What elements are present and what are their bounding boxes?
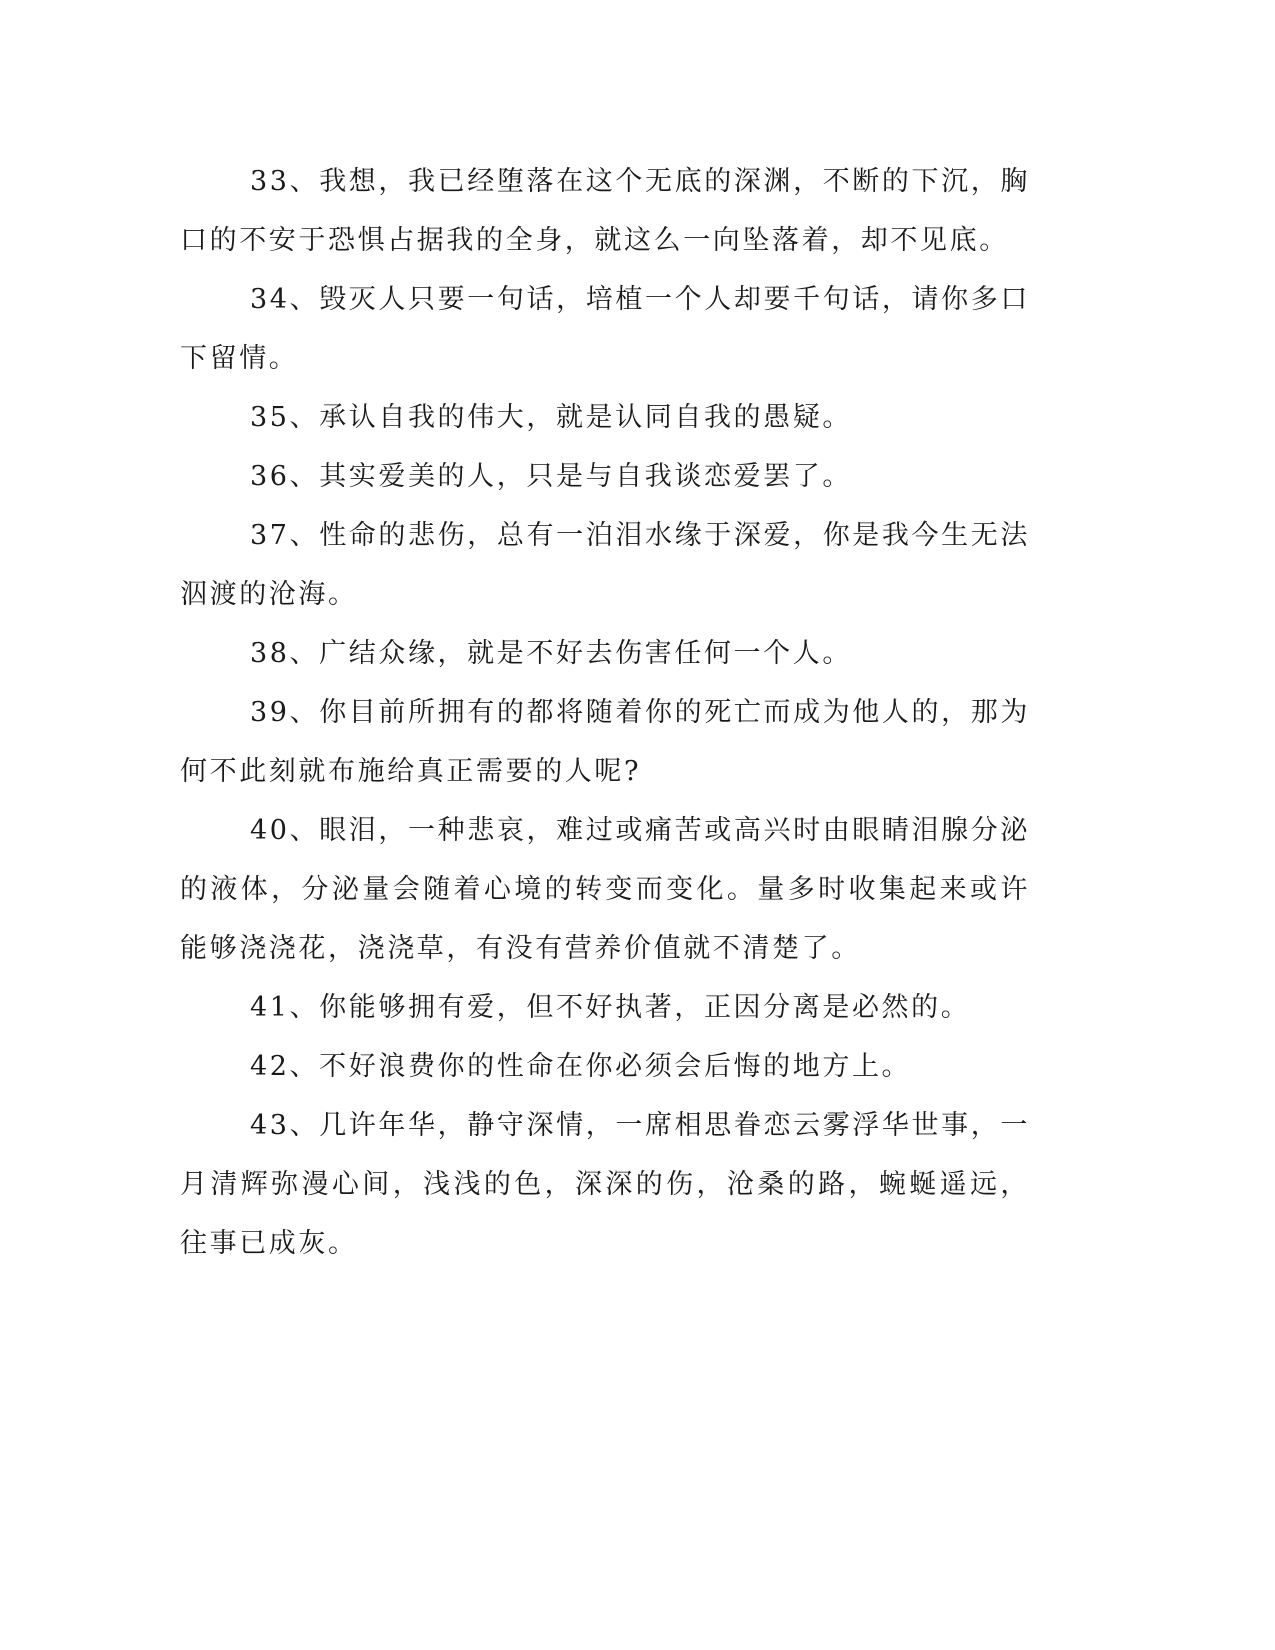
paragraph-41: 41、你能够拥有爱，但不好执著，正因分离是必然的。 [250,992,971,1023]
paragraph-39: 39、你目前所拥有的都将随着你的死亡而成为他人的，那为何不此刻就布施给真正需要的人呢? [180,697,1030,787]
paragraph-40: 40、眼泪，一种悲哀，难过或痛苦或高兴时由眼睛泪腺分泌的液体，分泌量会随着心境的转变而变化。量多时收集起来或许能够浇浇花，浇浇草，有没有营养价值就不清楚了。 [180,815,1030,964]
paragraph-34: 34、毁灭人只要一句话，培植一个人却要千句话，请你多口下留情。 [180,284,1030,374]
paragraph-38: 38、广结众缘，就是不好去伤害任何一个人。 [250,638,852,669]
document-body [180,152,1030,1273]
paragraph-35: 35、承认自我的伟大，就是认同自我的愚疑。 [250,402,852,433]
paragraph-42: 42、不好浪费你的性命在你必须会后悔的地方上。 [250,1051,912,1082]
paragraph-33: 33、我想，我已经堕落在这个无底的深渊，不断的下沉，胸口的不安于恐惧占据我的全身，就这么一向坠落着，却不见底。 [180,166,1030,256]
paragraph-36: 36、其实爱美的人，只是与自我谈恋爱罢了。 [250,461,852,492]
paragraph-37: 37、性命的悲伤，总有一泊泪水缘于深爱，你是我今生无法泅渡的沧海。 [180,520,1030,610]
paragraph-43: 43、几许年华，静守深情，一席相思眷恋云雾浮华世事，一月清辉弥漫心间，浅浅的色，深深的伤，沧桑的路，蜿蜒遥远，往事已成灰。 [180,1110,1030,1259]
